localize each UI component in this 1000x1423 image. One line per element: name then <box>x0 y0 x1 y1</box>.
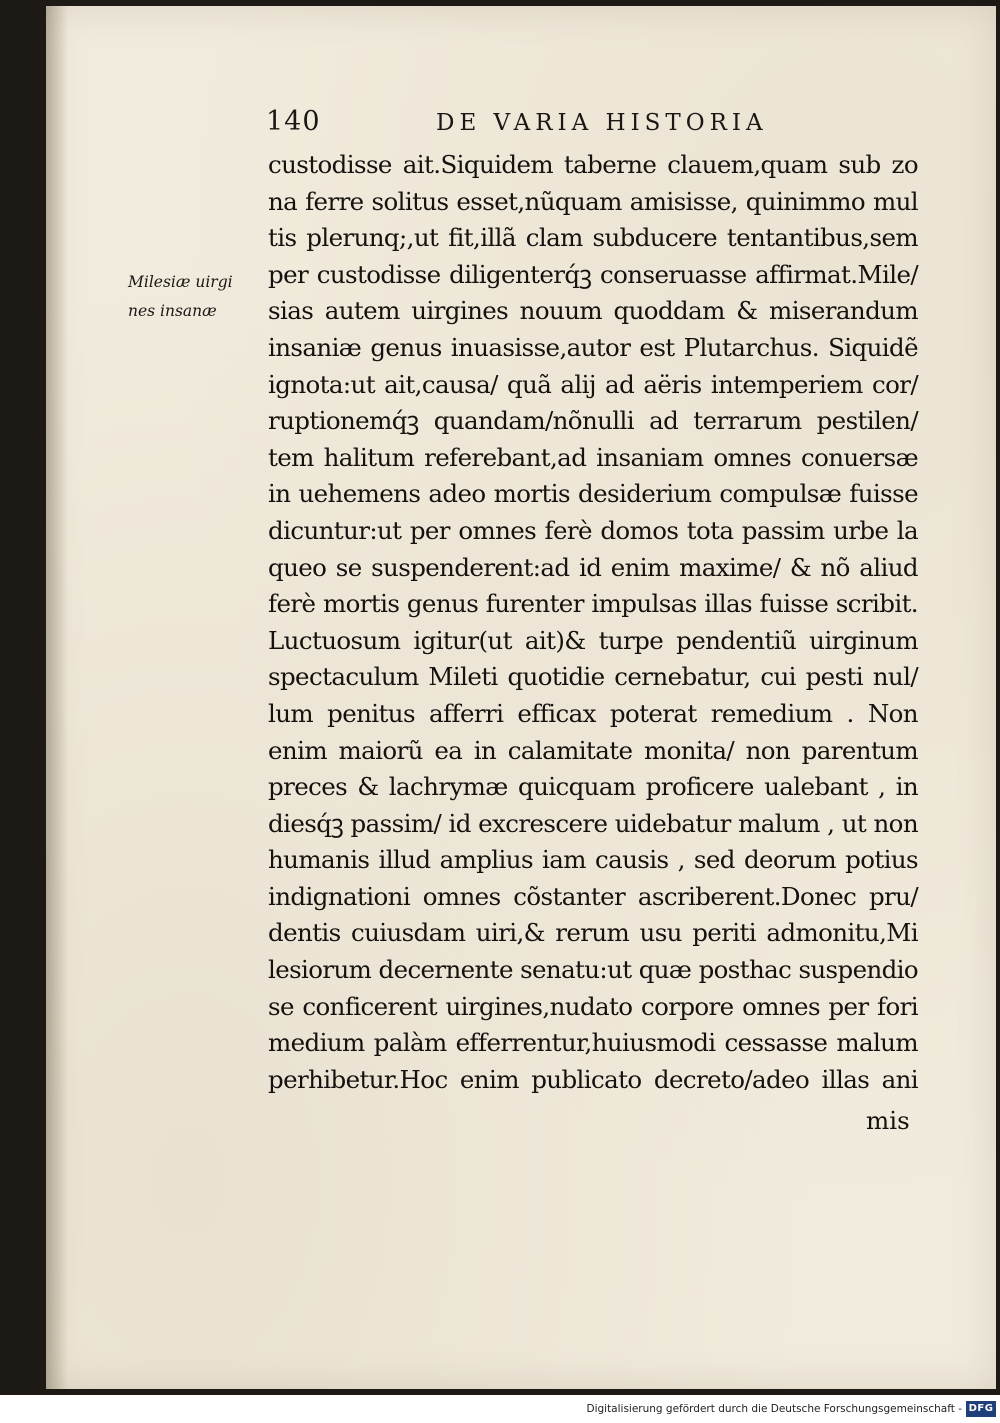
page-number: 140 <box>266 106 321 137</box>
text-line: Luctuosum igitur(ut ait)& turpe pendentiũ uirginum <box>268 625 918 655</box>
dfg-logo: DFG <box>966 1401 996 1417</box>
text-line: humanis illud amplius iam causis , sed deorum potius <box>268 845 918 875</box>
marginal-note-line: nes insanæ <box>128 302 217 320</box>
text-line: queo se suspenderent:ad id enim maxime/ & nõ aliud <box>268 552 918 582</box>
marginal-note <box>128 268 233 326</box>
text-line: dentis cuiusdam uiri,& rerum usu periti admonitu,Mi <box>268 918 918 948</box>
text-line: indignationi omnes cõstanter ascriberent.Donec pru/ <box>268 881 918 911</box>
text-line: custodisse ait.Siquidem taberne clauem,quam sub zo <box>268 150 918 179</box>
text-line: na ferre solitus esset,nũquam amisisse, quinimmo mul <box>268 186 918 216</box>
page-gutter-shadow <box>46 6 68 1389</box>
funding-credit: Digitalisierung gefördert durch die Deutsche Forschungsgemeinschaft - <box>586 1403 962 1415</box>
text-line: lum penitus afferri efficax poterat remedium . Non <box>268 698 918 728</box>
text-line: ferè mortis genus furenter impulsas illas fuisse scribit. <box>268 589 918 619</box>
running-title: DE VARIA HISTORIA <box>436 110 768 136</box>
text-line: diesq́ꝫ passim/ id excrescere uidebatur malum , ut non <box>268 808 918 838</box>
text-line: medium palàm efferrentur,huiusmodi cessasse malum <box>268 1028 918 1058</box>
text-line: ignota:ut ait,causa/ quã alij ad aëris intemperiem cor/ <box>268 369 918 399</box>
text-line: tis plerunq;,ut fit,illã clam subducere tentantibus,sem <box>268 223 918 253</box>
marginal-note-line: Milesiæ uirgi <box>128 273 233 291</box>
text-line: perhibetur.Hoc enim publicato decreto/adeo illas ani <box>268 1064 918 1094</box>
text-line: insaniæ genus inuasisse,autor est Plutarchus. Siquidẽ <box>268 332 918 362</box>
text-line: ruptionemq́ꝫ quandam/nõnulli ad terrarum pestilen/ <box>268 406 918 436</box>
body-text <box>268 147 918 1098</box>
text-line: lesiorum decernente senatu:ut quæ posthac suspendio <box>268 955 919 985</box>
catchword: mis <box>866 1106 910 1135</box>
text-line: spectaculum Mileti quotidie cernebatur, cui pesti nul/ <box>268 662 918 692</box>
text-line: preces & lachrymæ quicquam proficere ualebant , in <box>268 772 918 802</box>
text-line: se conficerent uirgines,nudato corpore omnes per fori <box>268 991 918 1021</box>
text-line: sias autem uirgines nouum quoddam & miserandum <box>268 296 918 326</box>
text-line: in uehemens adeo mortis desiderium compulsæ fuisse <box>268 479 918 509</box>
text-line: enim maiorũ ea in calamitate monita/ non parentum <box>268 735 918 765</box>
text-line: per custodisse diligenterq́ꝫ conseruasse affirmat.Mile/ <box>268 259 918 289</box>
digitization-footer <box>0 1395 1000 1423</box>
page-header <box>266 102 792 144</box>
text-line: dicuntur:ut per omnes ferè domos tota passim urbe la <box>268 515 918 545</box>
text-line: tem halitum referebant,ad insaniam omnes conuersæ <box>268 442 918 472</box>
